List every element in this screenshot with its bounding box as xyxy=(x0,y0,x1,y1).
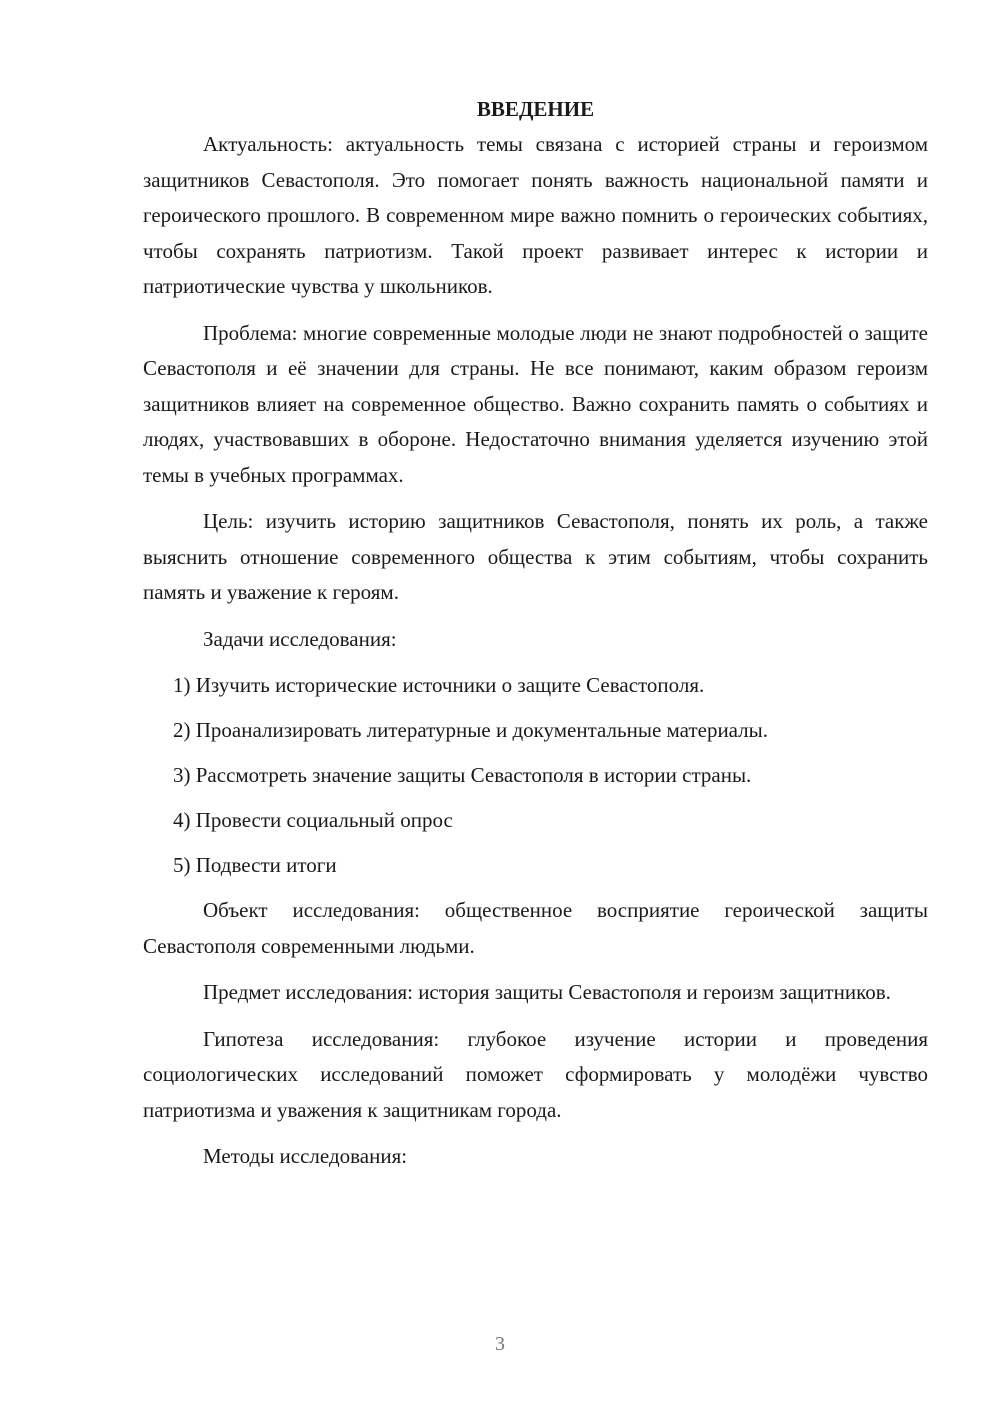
goal-paragraph: Цель: изучить историю защитников Севастополя, понять их роль, а также выяснить отношение современного общества к этим событиям, чтобы сохранить память и уважение к героям. xyxy=(143,509,928,604)
tasks-list xyxy=(143,668,928,884)
list-item: 2) Проанализировать литературные и документальные материалы. xyxy=(173,718,769,742)
relevance-paragraph: Актуальность: актуальность темы связана с историей страны и героизмом защитников Севастополя. Это помогает понять важность национальной памяти и героического прошлого. В современном мире важно помнить о героических событиях, чтобы сохранять патриотизм. Такой проект развивает интерес к истории и патриотические чувства у школьников. xyxy=(143,132,928,298)
subject-paragraph: Предмет исследования: история защиты Севастополя и героизм защитников. xyxy=(203,980,891,1004)
list-item: 1) Изучить исторические источники о защите Севастополя. xyxy=(173,673,705,697)
list-item: 5) Подвести итоги xyxy=(173,853,337,877)
page-content xyxy=(143,92,928,1186)
page-number: 3 xyxy=(495,1333,505,1355)
list-item: 3) Рассмотреть значение защиты Севастополя в истории страны. xyxy=(173,763,752,787)
tasks-heading: Задачи исследования: xyxy=(203,626,397,651)
object-paragraph: Объект исследования: общественное восприятие героической защиты Севастополя современными людьми. xyxy=(143,898,928,958)
problem-paragraph: Проблема: многие современные молодые люди не знают подробностей о защите Севастополя и её значении для страны. Не все понимают, каким образом героизм защитников влияет на современное общество. Важно сохранить память о событиях и людях, участвовавших в обороне. Недостаточно внимания уделяется изучению этой темы в учебных программах. xyxy=(143,320,928,487)
methods-heading: Методы исследования: xyxy=(203,1144,408,1168)
section-title: ВВЕДЕНИЕ xyxy=(476,97,595,121)
list-item: 4) Провести социальный опрос xyxy=(173,808,453,832)
hypothesis-paragraph: Гипотеза исследования: глубокое изучение истории и проведения социологических исследований поможет сформировать у молодёжи чувство патриотизма и уважения к защитникам города. xyxy=(143,1026,928,1122)
